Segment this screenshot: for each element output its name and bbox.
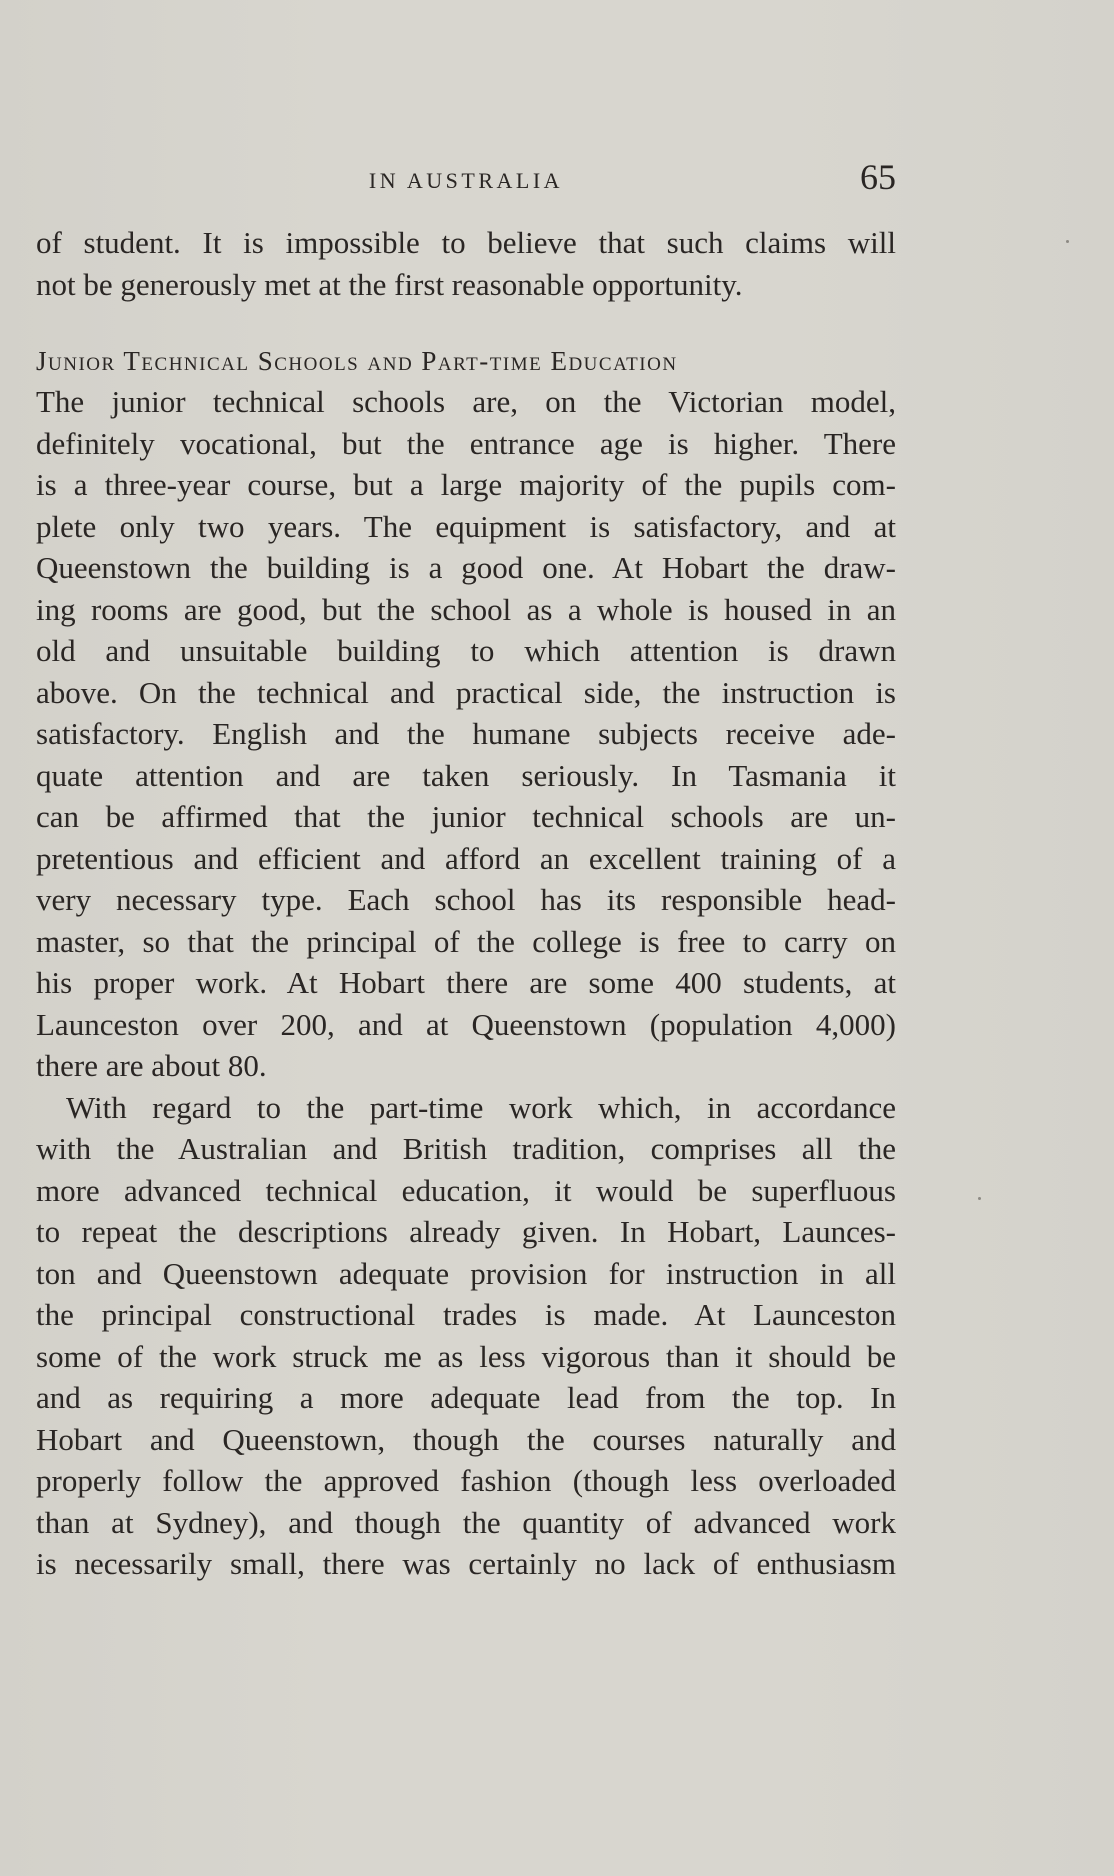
paragraph-part-time <box>36 1087 896 1585</box>
text-line: above. On the technical and practical side, the instruction is <box>36 674 896 710</box>
text-line: not be generously met at the first reasonable opportunity. <box>36 266 743 302</box>
running-head <box>36 157 896 210</box>
intro-paragraph <box>36 222 896 305</box>
text-line: Launceston over 200, and at Queenstown (population 4,000) <box>36 1006 896 1042</box>
text-line: some of the work struck me as less vigorous than it should be <box>36 1338 896 1374</box>
text-line: With regard to the part-time work which, in accordance <box>66 1089 896 1125</box>
paper-speck <box>978 1197 981 1200</box>
section-heading: Junior Technical Schools and Part-time Education <box>36 346 678 376</box>
text-line: there are about 80. <box>36 1048 267 1083</box>
page-number: 65 <box>860 157 896 197</box>
text-line: ing rooms are good, but the school as a whole is housed in an <box>36 591 896 627</box>
text-line: is necessarily small, there was certainly no lack of enthusiasm <box>36 1546 896 1581</box>
text-line: more advanced technical education, it would be superfluous <box>36 1172 896 1208</box>
text-line: definitely vocational, but the entrance age is higher. There <box>36 425 896 461</box>
text-line: can be affirmed that the junior technical schools are un- <box>36 799 896 834</box>
text-line: The junior technical schools are, on the Victorian model, <box>36 384 896 419</box>
text-line: properly follow the approved fashion (though less overloaded <box>36 1463 896 1498</box>
text-line: to repeat the descriptions already given. In Hobart, Launces- <box>36 1214 896 1249</box>
text-line: very necessary type. Each school has its responsible head- <box>36 882 896 917</box>
paragraph-junior-technical <box>36 381 896 1087</box>
text-line: satisfactory. English and the humane subjects receive ade- <box>36 716 896 751</box>
text-line: master, so that the principal of the college is free to carry on <box>36 923 896 959</box>
text-line: old and unsuitable building to which attention is drawn <box>36 633 896 668</box>
body-text <box>36 222 896 1585</box>
text-line: pretentious and efficient and afford an excellent training of a <box>36 840 896 876</box>
text-line: and as requiring a more adequate lead from the top. In <box>36 1380 896 1415</box>
text-line: his proper work. At Hobart there are some 400 students, at <box>36 965 896 1000</box>
text-line: plete only two years. The equipment is satisfactory, and at <box>36 508 896 544</box>
paper-speck <box>1066 240 1069 243</box>
text-line: ton and Queenstown adequate provision for instruction in all <box>36 1255 896 1291</box>
text-line: quate attention and are taken seriously. In Tasmania it <box>36 757 896 793</box>
text-line: Queenstown the building is a good one. At Hobart the draw- <box>36 550 896 585</box>
text-line: the principal constructional trades is made. At Launceston <box>36 1297 896 1332</box>
running-title: IN AUSTRALIA <box>368 168 564 193</box>
text-line: is a three-year course, but a large majority of the pupils com- <box>36 467 896 502</box>
text-line: with the Australian and British tradition, comprises all the <box>36 1131 896 1166</box>
text-line: than at Sydney), and though the quantity of advanced work <box>36 1504 896 1540</box>
text-line: of student. It is impossible to believe that such claims will <box>36 225 896 260</box>
text-line: Hobart and Queenstown, though the courses naturally and <box>36 1421 896 1457</box>
